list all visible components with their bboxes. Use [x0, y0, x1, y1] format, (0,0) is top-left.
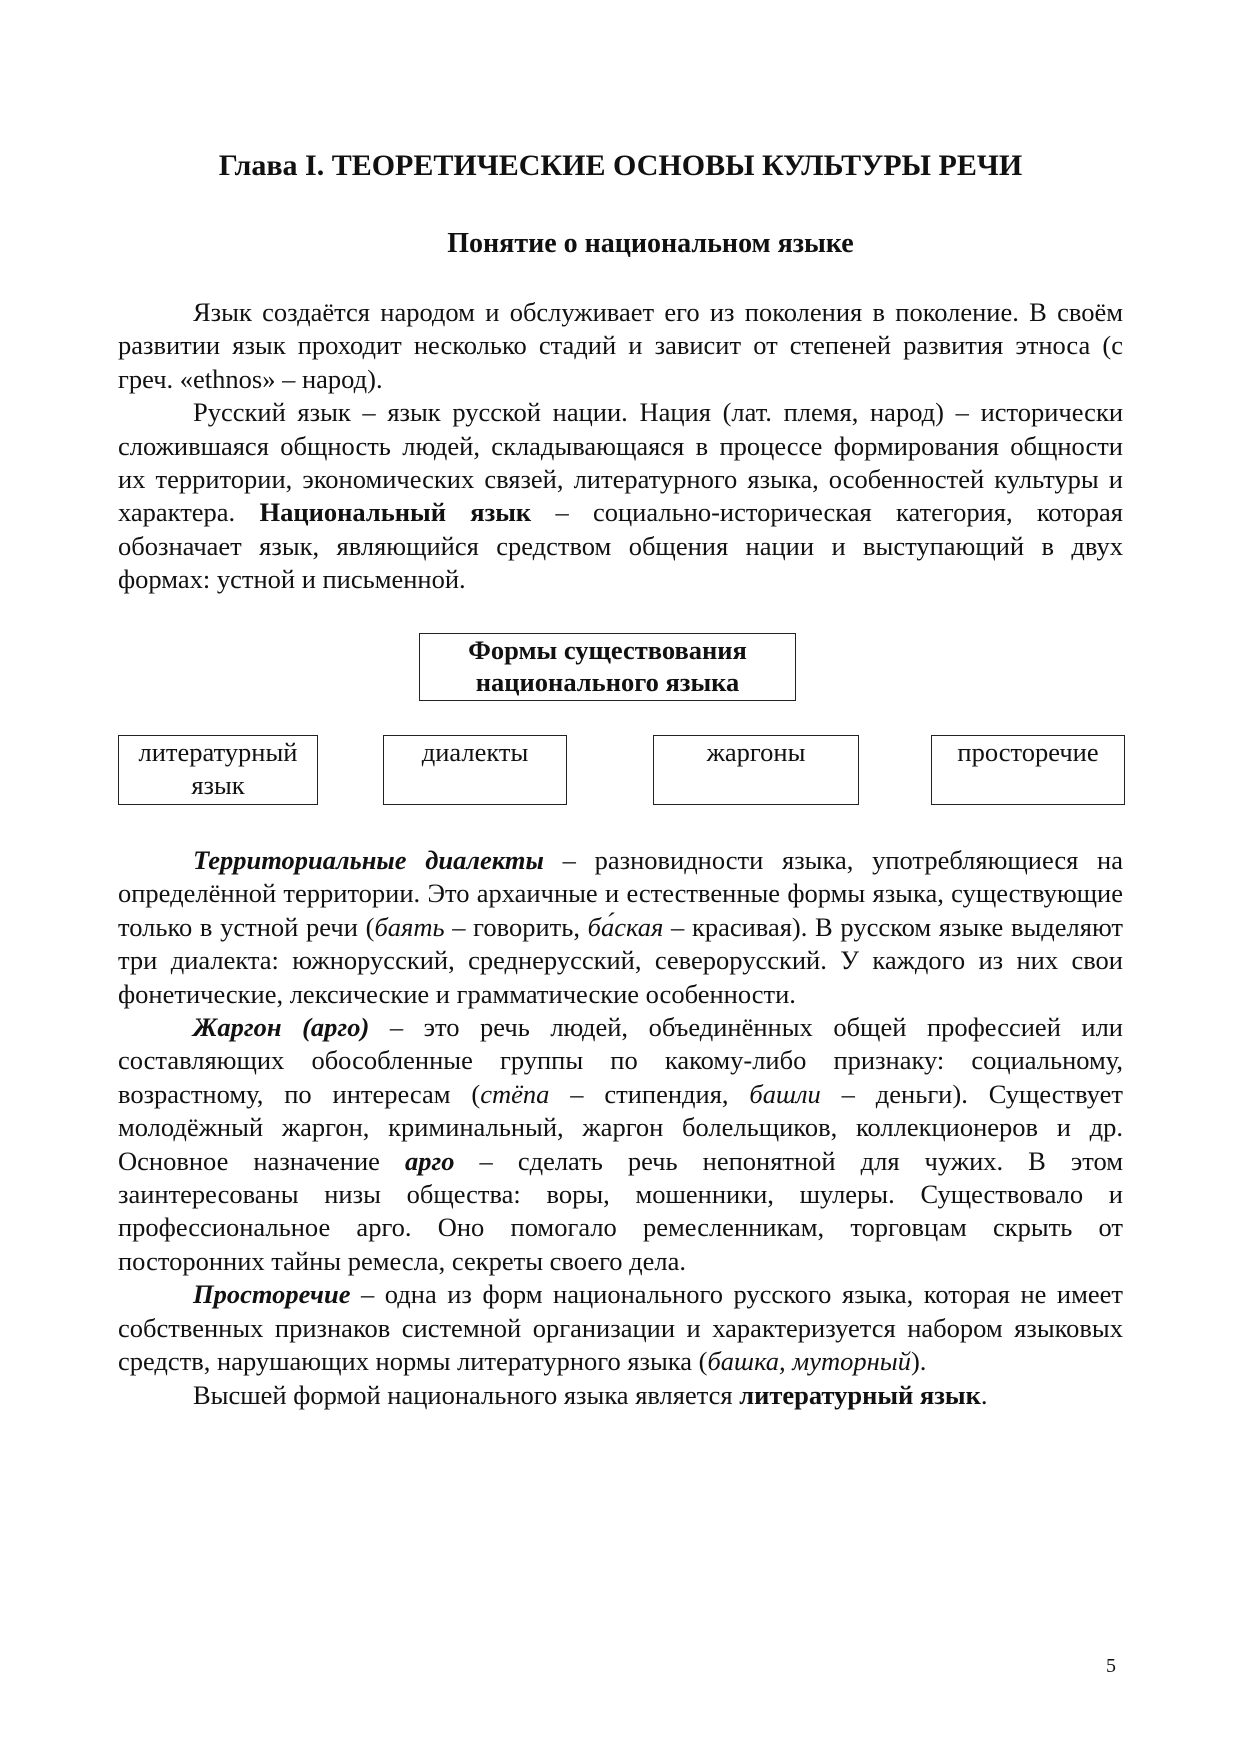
form-label: просторечие — [957, 737, 1099, 767]
form-box-dialects — [383, 735, 567, 805]
paragraph-russian-language — [118, 396, 1123, 596]
term-argo: арго — [404, 1145, 455, 1176]
paragraph-text: – стипендия, — [549, 1078, 750, 1109]
paragraph-text: Высшей формой национального языка является — [193, 1379, 740, 1410]
paragraph-text: . — [980, 1379, 988, 1410]
chapter-title: Глава I. ТЕОРЕТИЧЕСКИЕ ОСНОВЫ КУЛЬТУРЫ РЕЧИ — [218, 149, 1023, 182]
section-title: Понятие о национальном языке — [447, 228, 854, 259]
term-national-language: Национальный язык — [259, 497, 532, 528]
diagram-header-line: Формы существования — [468, 635, 747, 665]
form-label: язык — [191, 770, 245, 800]
term-literary-language: литературный язык — [739, 1379, 981, 1410]
paragraph-jargon — [118, 1011, 1123, 1278]
definitions-text — [118, 844, 1123, 1412]
intro-text — [118, 296, 1123, 597]
form-box-vernacular — [931, 735, 1125, 805]
paragraph-text: – разновидности языка, употребляющиеся на определённой территории. Это архаичные и естественные формы языка, существующие только в устной речи ( — [118, 845, 1123, 942]
paragraph-text: – деньги). Существует молодёжный жаргон, криминальный, жаргон болельщиков, коллекционеров и др. Основное назначение — [118, 1078, 1123, 1176]
diagram-header-box — [419, 633, 796, 701]
paragraph-text: – это речь людей, объединённых общей профессией или составляющих обособленные группы по какому-либо признаку: социальному, возрастному, по интересам ( — [118, 1012, 1123, 1109]
example-word: баять — [374, 911, 445, 942]
term-jargon: Жаргон (арго) — [193, 1012, 370, 1043]
paragraph-text: – одна из форм национального русского языка, которая не имеет собственных признаков системной организации и характеризуется набором языковых средств, нарушающих нормы литературного языка ( — [118, 1279, 1123, 1377]
form-box-literary — [118, 735, 318, 805]
paragraph-text: – красивая). В русском языке выделяют три диалекта: южнорусский, среднерусский, северорусский. У каждого из них свои фонетические, лексические и грамматические особенности. — [118, 911, 1123, 1009]
paragraph-vernacular — [118, 1278, 1123, 1378]
paragraph-language-origin: Язык создаётся народом и обслуживает его из поколения в поколение. В своём развитии язык проходит несколько стадий и зависит от степеней развития этноса (с греч. «ethnos» – народ). — [118, 297, 1123, 394]
paragraph-text: – социально-историческая категория, которая обозначает язык, являющийся средством общения нации и выступающий в двух формах: устной и письменной. — [118, 497, 1123, 595]
form-label: диалекты — [421, 737, 529, 767]
example-word: ба́ская — [587, 911, 664, 942]
diagram-header-line: национального языка — [475, 667, 740, 697]
term-territorial-dialects: Территориальные диалекты — [193, 845, 544, 875]
example-word: башли — [749, 1078, 821, 1109]
form-label: жаргоны — [706, 737, 806, 767]
paragraph-text: – говорить, — [444, 911, 588, 942]
form-box-jargons — [653, 735, 859, 805]
paragraph-text: ). — [910, 1346, 927, 1377]
paragraph-conclusion — [118, 1379, 1123, 1412]
paragraph-text: Русский язык – язык русской нации. Нация (лат. племя, народ) – исторически сложившаяся общность людей, складывающаяся в процессе формирования общности их территории, экономических связей, литературного языка, особенностей культуры и характера. — [118, 397, 1123, 528]
example-word: башка, муторный — [707, 1346, 911, 1377]
paragraph-dialects — [118, 844, 1123, 1011]
page-number: 5 — [1106, 1655, 1116, 1677]
form-label: литературный — [138, 737, 298, 767]
paragraph-text: – сделать речь непонятной для чужих. В этом заинтересованы низы общества: воры, мошенники, шулеры. Существовало и профессиональное арго. Оно помогало ремесленникам, торговцам скрыть от посторонних тайны ремесла, секреты своего дела. — [118, 1145, 1124, 1276]
example-word: стёпа — [480, 1078, 550, 1109]
term-vernacular: Просторечие — [193, 1279, 351, 1310]
